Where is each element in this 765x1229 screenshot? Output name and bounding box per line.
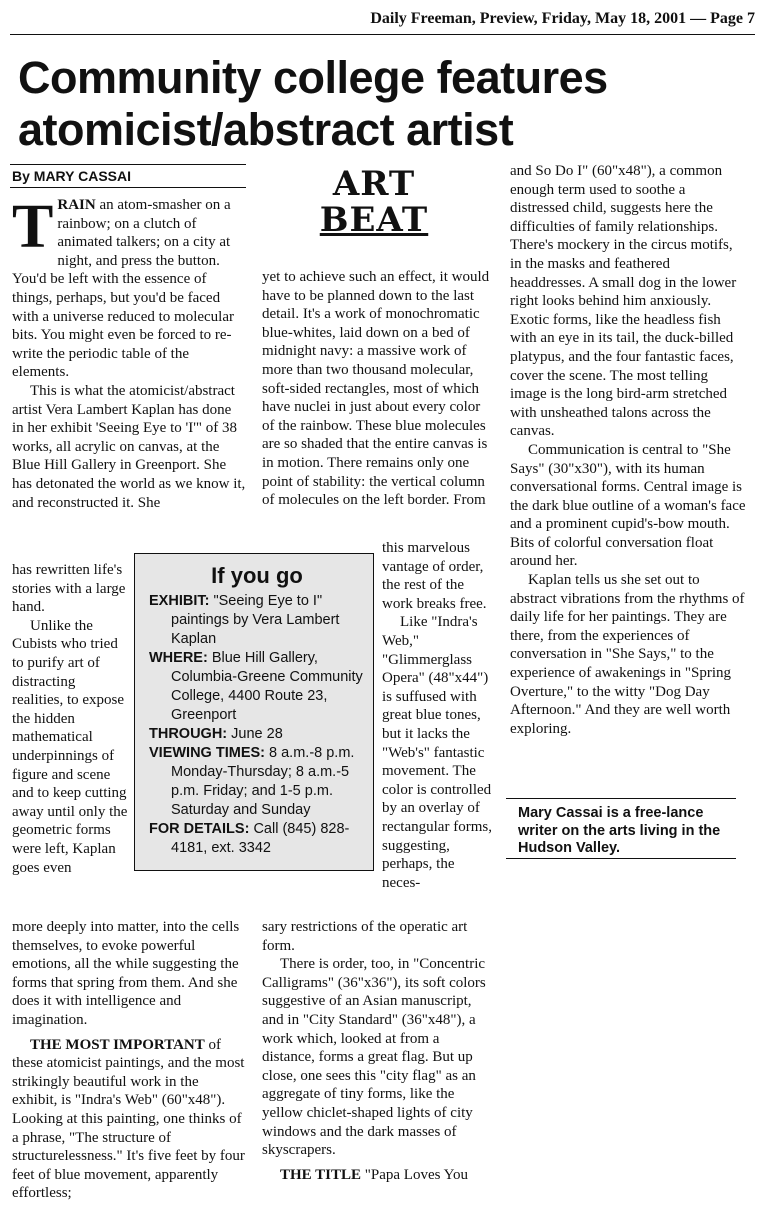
paragraph-7: There is order, too, in "Concentric Calligrams" (36"x36"), its soft colors suggestive of an Asian manuscript, and in "City Standard" (36"x48"), a work which, looked at from a distance, forms a great flag. But up close, one sees this "city flag" as an aggregate of tiny forms, like the yellow chiclet-shaped lights of city windows and the dark masses of skyscrapers. [262,956,486,1159]
byline-rule-top [10,164,246,165]
if-you-go-box [134,553,374,871]
subhead-most-important: THE MOST IMPORTANT [30,1036,205,1053]
details-value: Call (845) 828-4181, ext. 3342 [171,821,350,856]
paragraph-2-continued: has rewritten life's stories with a large hand. [12,562,126,616]
bio-rule-top [506,798,736,799]
column-2-top [262,268,494,510]
paragraph-11: Kaplan tells us she set out to abstract vibrations from the rhythms of daily life for her paintings. They are there, from the experiences of conversation in "She Says," to the experience of awakenings in "Spring Overture," to the witty "Dog Day Afternoon." And they are well worth exploring. [510,572,745,737]
paragraph-3-continued: more deeply into matter, into the cells themselves, to evoke powerful emotions, all the while suggesting the forms that spring from them. And she does it with intelligence and imagination. [12,919,240,1028]
column-1-narrow [12,561,130,877]
viewing-times-entry [149,744,365,820]
paragraph-6: Like "Indra's Web," "Glimmerglass Opera" (48"x44") is suffused with great blue tones, but it lacks the "Web's" fantastic movement. The color is controlled by an overlay of rectangular forms, suggesting, perhaps, the neces- [382,614,492,891]
paragraph-4: of these atomicist paintings, and the most strikingly beautiful work in the exhibit, is "Indra's Web" (60"x48"). Looking at this painting, one thinks of a phrase, "The structure of structurelessness." It's five feet by four feet of blue movement, apparently effortless; [12,1036,245,1202]
exhibit-value: "Seeing Eye to I" paintings by Vera Lambert Kaplan [171,593,340,647]
column-3 [510,162,746,738]
through-label: THROUGH: [149,726,228,742]
column-1-bottom [12,918,246,1203]
headline-line-1: Community college features [18,52,608,103]
drop-cap: T [12,193,54,261]
paragraph-8: "Papa Loves You [361,1166,468,1183]
art-beat-logo-line-2: BEAT [319,200,429,240]
paragraph-6-continued: sary restrictions of the operatic art form. [262,919,468,954]
viewing-times-label: VIEWING TIMES: [149,745,265,761]
column-1-top [12,193,246,512]
paragraph-3: Unlike the Cubists who tried to purify art of distracting realities, to expose the hidden mathematical underpinnings of figure and scene and to keep cutting away until only the geometric forms were left, Kaplan goes even [12,617,128,876]
column-2-narrow [382,539,494,892]
where-label: WHERE: [149,650,208,666]
paragraph-2: This is what the atomicist/abstract artist Vera Lambert Kaplan has done in her exhibit 'Seeing Eye to 'I'" of 38 works, all acrylic on canvas, at the Blue Hill Gallery in Greenport. She has detonated the world as we know it, and reconstructed it. She [12,382,246,511]
author-bio: Mary Cassai is a free-lance writer on the arts living in the Hudson Valley. [518,805,721,856]
byline: By MARY CASSAI [12,168,132,184]
through-value: June 28 [227,726,283,742]
headline-line-2: atomicist/abstract artist [18,104,514,155]
details-label: FOR DETAILS: [149,821,250,837]
paragraph-10: Communication is central to "She Says" (30"x30"), with its human conversational forms. Central image is the dark blue outline of a woman's face and a prominent cupid's-bow mouth. Bits of colorful conversation float around her. [510,441,746,570]
art-beat-logo-line-1: ART [332,164,416,204]
art-beat-logo [312,166,436,238]
where-value: Blue Hill Gallery, Columbia-Greene Community College, 4400 Route 23, Greenport [171,650,363,723]
headline [18,52,758,156]
paragraph-5: yet to achieve such an effect, it would have to be planned down to the last detail. It's a work of monochromatic blue-whites, laid down on a bed of midnight navy: a massive work of more than two thousand molecular, soft-sided rectangles, most of which have nuclei in just about every color of the rainbow. These blue molecules are so shaded that the entire canvas is in motion. There remains only one point of stability: the vertical column of molecules on the left border. From [262,269,490,509]
exhibit-label: EXHIBIT: [149,593,210,609]
if-you-go-title: If you go [211,563,303,588]
lead-in-train: RAIN [57,197,96,213]
bio-rule-bottom [506,858,736,859]
paragraph-1: an atom-smasher on a rainbow; on a clutch of animated talkers; on a city at night, and press the button. You'd be left with the essence of things, perhaps, but you'd be faced with a universe reduced to molecular bits. You might even be forced to re-write the periodic table of the elements. [12,197,234,381]
details-entry [149,820,365,858]
page-folio: Daily Freeman, Preview, Friday, May 18, 2001 — Page 7 [370,10,755,27]
through-entry [149,725,365,744]
paragraph-5-continued: this marvelous vantage of order, the rest of the work breaks free. [382,540,487,612]
paragraph-9: and So Do I" (60"x48"), a common enough term used to soothe a distressed child, suggests here the difficulties of family relationships. There's mockery in the circus motifs, in the masks and feathered headdresses. A small dog in the lower right looks behind him anxiously. Exotic forms, like the headless fish with an eye in its tail, the duck-billed platypus, and the four fantastic faces, cover the scene. The most telling image is the long bird-arm stretched with unsheathed talons across the canvas. [510,163,737,440]
viewing-times-value: 8 a.m.-8 p.m. Monday-Thursday; 8 a.m.-5 p.m. Friday; and 1-5 p.m. Saturday and Sunday [171,745,355,818]
exhibit-entry [149,592,365,649]
folio-rule [10,34,755,35]
where-entry [149,649,365,725]
column-2-bottom [262,918,494,1184]
byline-rule-bottom [10,187,246,188]
subhead-the-title: THE TITLE [280,1166,362,1183]
